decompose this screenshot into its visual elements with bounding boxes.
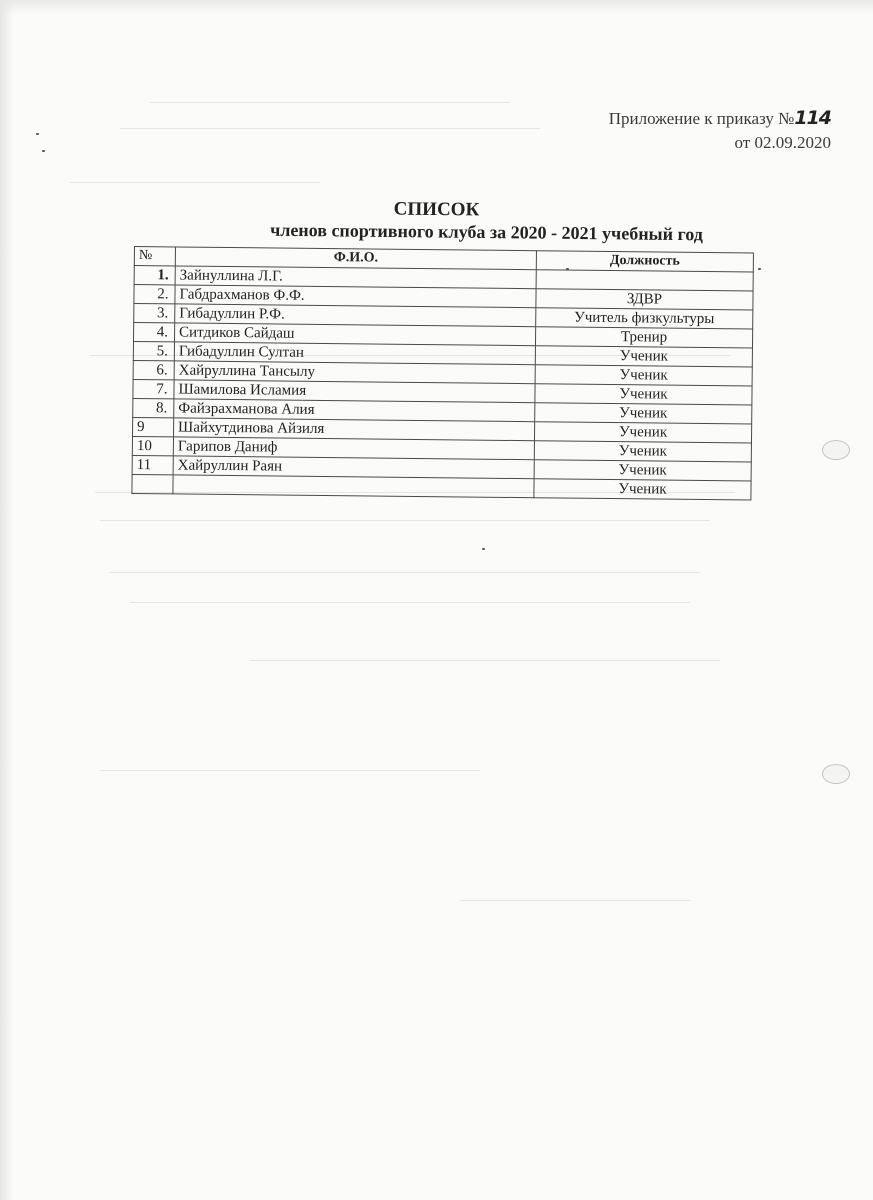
row-number: 3. <box>134 304 175 323</box>
member-position: Ученик <box>535 403 752 424</box>
member-name: Гибадуллин Р.Ф. <box>175 304 536 327</box>
scan-edge-top <box>0 0 873 14</box>
row-number: 11 <box>132 455 173 474</box>
header-position: Должность <box>536 251 753 272</box>
member-name: Шайхутдинова Айзиля <box>174 418 535 441</box>
bleed-through-line <box>110 572 700 573</box>
row-number: 5. <box>133 342 174 361</box>
member-name: Габдрахманов Ф.Ф. <box>175 285 536 308</box>
bleed-through-line <box>100 770 480 771</box>
order-number: 114 <box>794 107 831 129</box>
row-number: 1. <box>134 266 175 285</box>
scan-edge-left <box>0 0 14 1200</box>
punch-hole <box>822 440 850 460</box>
bleed-through-line <box>250 660 720 661</box>
row-number: 9 <box>133 417 174 436</box>
order-date: от 02.09.2020 <box>734 133 831 152</box>
row-number: 8. <box>133 398 174 417</box>
member-name <box>173 475 534 498</box>
member-position: Ученик <box>535 365 752 386</box>
scan-speck <box>36 133 39 135</box>
member-position: Ученик <box>534 422 751 443</box>
header-number: № <box>134 247 175 266</box>
appendix-text: Приложение к приказу № <box>608 109 795 128</box>
scan-speck <box>758 268 761 270</box>
member-position <box>536 270 753 291</box>
row-number: 6. <box>133 360 174 379</box>
row-number <box>132 474 173 493</box>
bleed-through-line <box>460 900 690 901</box>
member-position: Ученик <box>534 441 751 462</box>
member-name: Гарипов Даниф <box>173 437 534 460</box>
row-number: 7. <box>133 379 174 398</box>
punch-hole <box>822 764 850 784</box>
document-title: СПИСОК <box>393 198 480 221</box>
appendix-header <box>609 106 831 155</box>
member-name: Файзрахманова Алия <box>174 399 535 422</box>
bleed-through-line <box>130 602 690 603</box>
appendix-line <box>609 106 831 131</box>
header-full-name: Ф.И.О. <box>175 247 536 270</box>
bleed-through-line <box>150 102 510 103</box>
member-position: ЗДВР <box>536 289 753 310</box>
scan-speck <box>566 268 569 270</box>
member-position: Учитель физкультуры <box>536 308 753 329</box>
members-table <box>131 246 754 500</box>
scan-speck <box>42 150 45 152</box>
member-position: Ученик <box>535 384 752 405</box>
row-number: 2. <box>134 285 175 304</box>
bleed-through-line <box>120 128 540 129</box>
document-subtitle: членов спортивного клуба за 2020 - 2021 учебный год <box>270 219 703 245</box>
bleed-through-line <box>100 520 710 521</box>
member-position: Ученик <box>534 460 751 481</box>
member-position: Ученик <box>534 479 751 500</box>
bleed-through-line <box>70 182 320 183</box>
member-name: Гибадуллин Султан <box>174 342 535 365</box>
member-name: Ситдиков Сайдаш <box>174 323 535 346</box>
member-name: Шамилова Исламия <box>174 380 535 403</box>
row-number: 10 <box>132 436 173 455</box>
scan-speck <box>482 548 485 550</box>
member-position: Тренир <box>535 327 752 348</box>
member-position: Ученик <box>535 346 752 367</box>
member-name: Зайнуллина Л.Г. <box>175 266 536 289</box>
member-name: Хайруллин Раян <box>173 456 534 479</box>
member-name: Хайруллина Тансылу <box>174 361 535 384</box>
row-number: 4. <box>133 323 174 342</box>
